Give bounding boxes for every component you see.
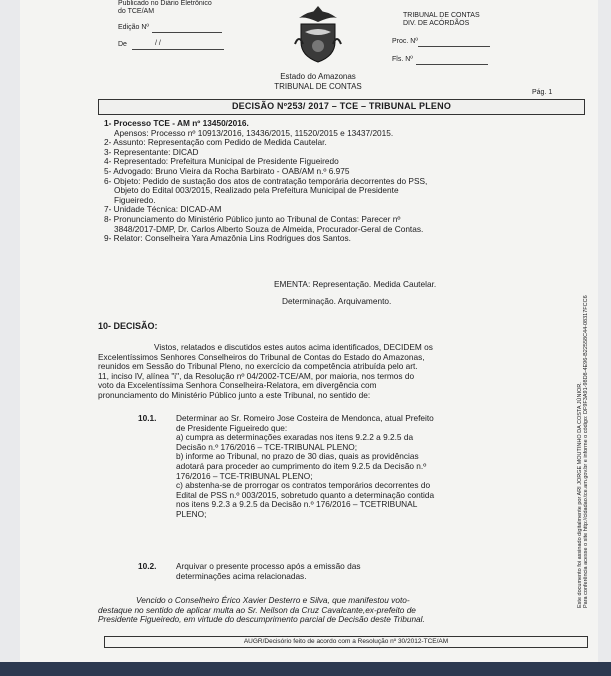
- item-10-2-line-2: determinações acima relacionadas.: [176, 570, 307, 581]
- dissent-line-2: destaque no sentido de aplicar multa ao Sr. Neilson da Cruz Cavalcante,ex-prefeito de: [98, 604, 416, 615]
- item-10-1-line-6: adotará para proceder ao cumprimento do item 9.2.5 da Decisão n.º: [176, 460, 427, 471]
- case-info-list: [104, 119, 427, 244]
- ementa-line-1: EMENTA: Representação. Medida Cautelar.: [274, 279, 437, 289]
- published-line-1: Publicado no Diário Eletrônico: [118, 0, 212, 7]
- division-block: [403, 12, 480, 28]
- process-number-line: [418, 46, 490, 47]
- item-10-1-number: 10.1.: [138, 413, 157, 423]
- item-subject: 2- Assunto: Representação com Pedido de Medida Cautelar.: [104, 137, 327, 148]
- item-10-1-line-3: a) cumpra as determinações exaradas nos itens 9.2.2 a 9.2.5 da: [176, 432, 414, 443]
- item-process: 1- Processo TCE - AM nº 13450/2016.: [104, 118, 249, 128]
- item-10-1-line-5: b) informe ao Tribunal, no prazo de 30 dias, quais as providências: [176, 451, 419, 462]
- decision-line-1: Vistos, relatados e discutidos estes autos acima identificados, DECIDEM os: [154, 342, 433, 352]
- item-10-1-body: [176, 414, 434, 520]
- item-10-1-line-10: nos itens 9.2.3 a 9.2.5 da Decisão n.º 176/2016 – TCETRIBUNAL: [176, 499, 418, 510]
- signature-side-note: [577, 148, 589, 608]
- item-appendices: Apensos: Processo nº 10913/2016, 13436/2015, 11520/2015 e 13437/2015.: [114, 127, 394, 138]
- decision-line-3: reunidos em Sessão do Tribunal Pleno, no exercício da competência atribuída pelo art.: [98, 361, 418, 372]
- dissent-line-1: Vencido o Conselheiro Érico Xavier Desterro e Silva, que manifestou voto-: [136, 595, 410, 605]
- sheet-number-line: [416, 64, 488, 65]
- tribunal-name: TRIBUNAL DE CONTAS: [274, 82, 362, 91]
- item-rapporteur: 9- Relator: Conselheira Yara Amazônia Lins Rodrigues dos Santos.: [104, 233, 351, 244]
- item-representative: 3- Representante: DICAD: [104, 146, 199, 157]
- decision-line-6: pronunciamento do Ministério Público junto a este Tribunal, no sentido de:: [98, 389, 371, 400]
- decision-paragraph: [98, 343, 433, 401]
- item-10-1-line-2: de Presidente Figueiredo que:: [176, 422, 288, 433]
- division-line-2: DIV. DE ACÓRDÃOS: [403, 20, 470, 27]
- date-label: De: [118, 41, 127, 48]
- edition-label: Edição Nº: [118, 24, 149, 31]
- item-10-1-line-8: c) abstenha-se de prorrogar os contratos temporários decorrentes do: [176, 480, 431, 491]
- item-10-2-body: [176, 562, 360, 581]
- item-10-2-number: 10.2.: [138, 561, 157, 571]
- date-slashes: / /: [155, 40, 161, 47]
- ementa-line-2: Determinação. Arquivamento.: [282, 296, 392, 306]
- dissent-line-3: Presidente Figueiredo, em virtude do descumprimento parcial de Decisão deste Tribunal.: [98, 614, 425, 625]
- decision-title: DECISÃO Nº253/ 2017 – TCE – TRIBUNAL PLENO: [231, 101, 452, 111]
- item-prosecutor-1: 8- Pronunciamento do Ministério Público junto ao Tribunal de Contas: Parecer nº: [104, 213, 401, 224]
- item-10-1-line-4: Decisão n.º 176/2016 – TCE-TRIBUNAL PLENO;: [176, 441, 358, 452]
- bottom-strip: [0, 662, 611, 676]
- dissent-paragraph: [98, 596, 425, 625]
- decision-line-4: 11, inciso IV, alínea "i", da Resolução nº 04/2002-TCE/AM, por maioria, nos termos do: [98, 370, 415, 381]
- decision-line-2: Excelentíssimos Senhores Conselheiros do Tribunal de Contas do Estado do Amazonas,: [98, 351, 425, 362]
- item-10-2-line-1: Arquivar o presente processo após a emissão das: [176, 561, 361, 571]
- sheet-number-label: Fls. Nº: [392, 56, 413, 63]
- item-technical-unit: 7- Unidade Técnica: DICAD-AM: [104, 204, 222, 215]
- division-line-1: TRIBUNAL DE CONTAS: [403, 12, 480, 19]
- edition-line: [152, 32, 222, 33]
- item-10-1-line-7: 176/2016 – TCE-TRIBUNAL PLENO;: [176, 470, 313, 481]
- decision-heading: 10- DECISÃO:: [98, 321, 158, 331]
- item-represented: 4- Representado: Prefeitura Municipal de Presidente Figueiredo: [104, 156, 339, 167]
- page-number: Pág. 1: [532, 89, 553, 96]
- decision-title-box: [98, 99, 585, 115]
- published-note: [118, 0, 212, 16]
- amazonas-crest-icon: [293, 4, 343, 66]
- item-object-2: Objeto do Edital 003/2015, Realizado pela Prefeitura Municipal de Presidente: [114, 185, 399, 196]
- item-10-1-line-11: PLENO;: [176, 508, 207, 519]
- item-10-1-line-1: Determinar ao Sr. Romeiro Jose Costeira de Mendonca, atual Prefeito: [176, 413, 434, 423]
- item-lawyer: 5- Advogado: Bruno Vieira da Rocha Barbirato - OAB/AM n.º 6.975: [104, 165, 350, 176]
- item-object-1: 6- Objeto: Pedido de sustação dos atos de contratação temporária decorrentes do PSS,: [104, 175, 428, 186]
- item-10-1-line-9: Edital de PSS n.º 003/2015, sobretudo quanto a determinação contida: [176, 489, 435, 500]
- signature-note-line-1: Este documento foi assinado digitalmente por ARI JORGE MOUTINHO DA COSTA JÚNIOR.: [577, 382, 583, 608]
- date-line: [132, 49, 224, 50]
- item-object-3: Figueiredo.: [114, 194, 156, 205]
- published-line-2: do TCE/AM: [118, 8, 155, 15]
- footer-note: AUGR/Decisório feito de acordo com a Resolução nº 30/2012-TCE/AM: [104, 636, 588, 648]
- document-page: [20, 0, 598, 662]
- state-name: Estado do Amazonas: [280, 72, 356, 81]
- decision-line-5: voto da Excelentíssima Senhora Conselheira-Relatora, em divergência com: [98, 380, 377, 391]
- item-prosecutor-2: 3848/2017-DMP, Dr. Carlos Alberto Souza de Almeida, Procurador-Geral de Contas.: [114, 223, 424, 234]
- signature-note-line-2: Para conferência acesse o site http://cidadao.tce.am.gov.br e informe o código: DF9F3A91-98D8-4E96-B22558C44-08317FCC6: [583, 295, 589, 608]
- process-number-label: Proc. Nº: [392, 38, 418, 45]
